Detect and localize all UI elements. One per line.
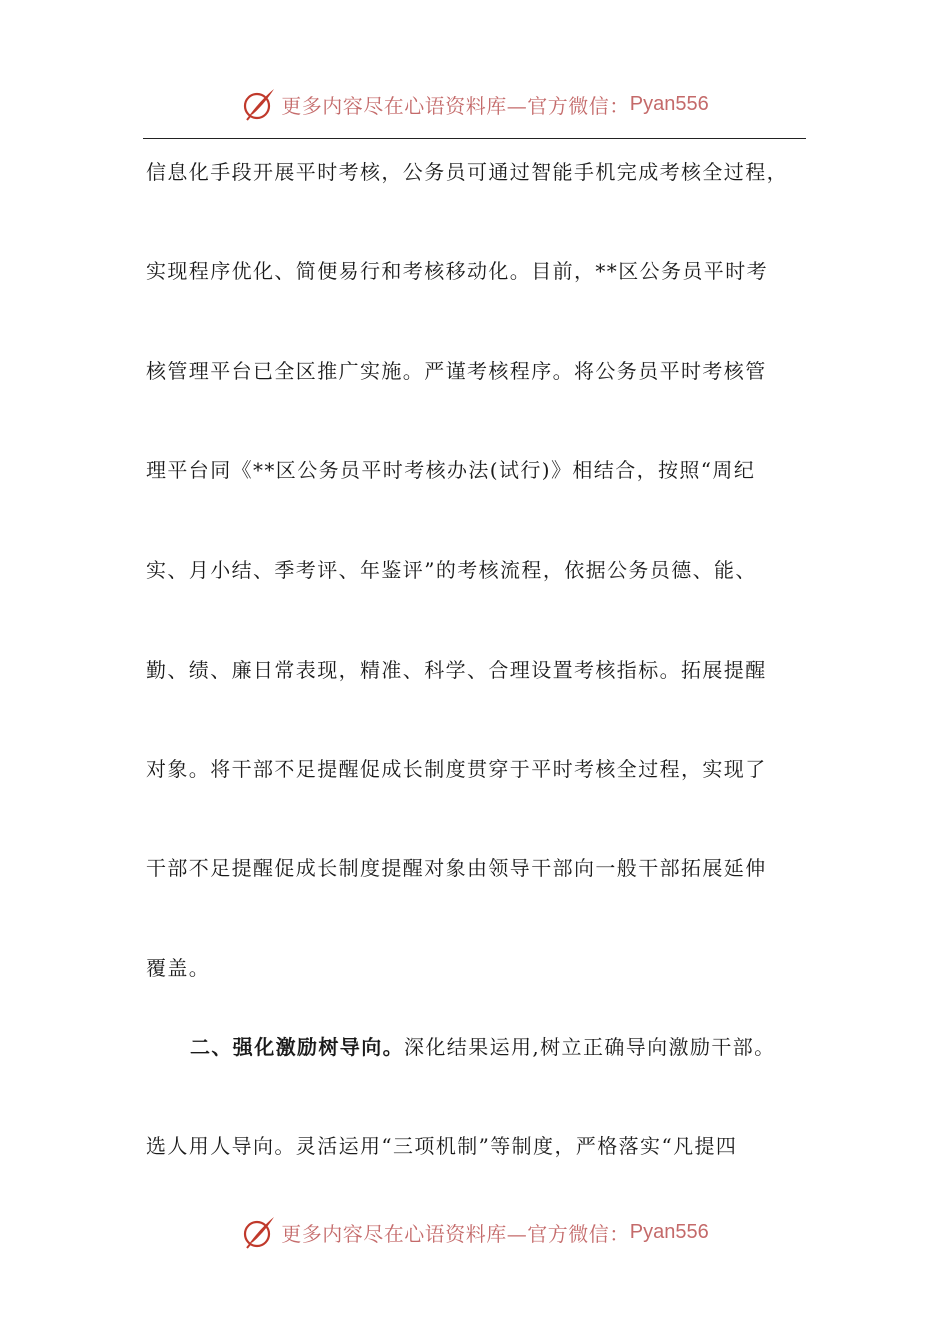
footer-banner <box>0 1212 950 1252</box>
section-two-heading: 二、强化激励树导向。 <box>190 1035 404 1059</box>
body-line: 选人用人导向。灵活运用“三项机制”等制度，严格落实“凡提四 <box>146 1134 738 1158</box>
quill-logo-icon <box>241 86 277 122</box>
footer-banner-handle: Pyan556 <box>629 1220 709 1243</box>
body-line: 理平台同《**区公务员平时考核办法(试行)》相结合，按照“周纪 <box>146 458 756 482</box>
body-line: 核管理平台已全区推广实施。严谨考核程序。将公务员平时考核管 <box>146 359 767 383</box>
body-line: 对象。将干部不足提醒促成长制度贯穿于平时考核全过程，实现了 <box>146 757 767 781</box>
header-rule <box>143 138 806 139</box>
header-banner-text: 更多内容尽在心语资料库—官方微信： <box>281 93 630 118</box>
body-line: 覆盖。 <box>146 956 211 980</box>
header-banner <box>0 84 950 124</box>
header-banner-handle: Pyan556 <box>629 92 709 115</box>
footer-banner-text: 更多内容尽在心语资料库—官方微信： <box>281 1221 630 1246</box>
body-line: 实现程序优化、简便易行和考核移动化。目前，**区公务员平时考 <box>146 259 768 283</box>
body-line: 干部不足提醒促成长制度提醒对象由领导干部向一般干部拓展延伸 <box>146 856 767 880</box>
section-two-text: 深化结果运用,树立正确导向激励干部。 <box>404 1035 776 1059</box>
section-two-paragraph <box>190 1033 806 1061</box>
body-line: 信息化手段开展平时考核，公务员可通过智能手机完成考核全过程， <box>146 160 788 184</box>
body-line: 实、月小结、季考评、年鉴评”的考核流程，依据公务员德、能、 <box>146 558 757 582</box>
quill-logo-icon <box>241 1214 277 1250</box>
body-line: 勤、绩、廉日常表现，精准、科学、合理设置考核指标。拓展提醒 <box>146 658 767 682</box>
